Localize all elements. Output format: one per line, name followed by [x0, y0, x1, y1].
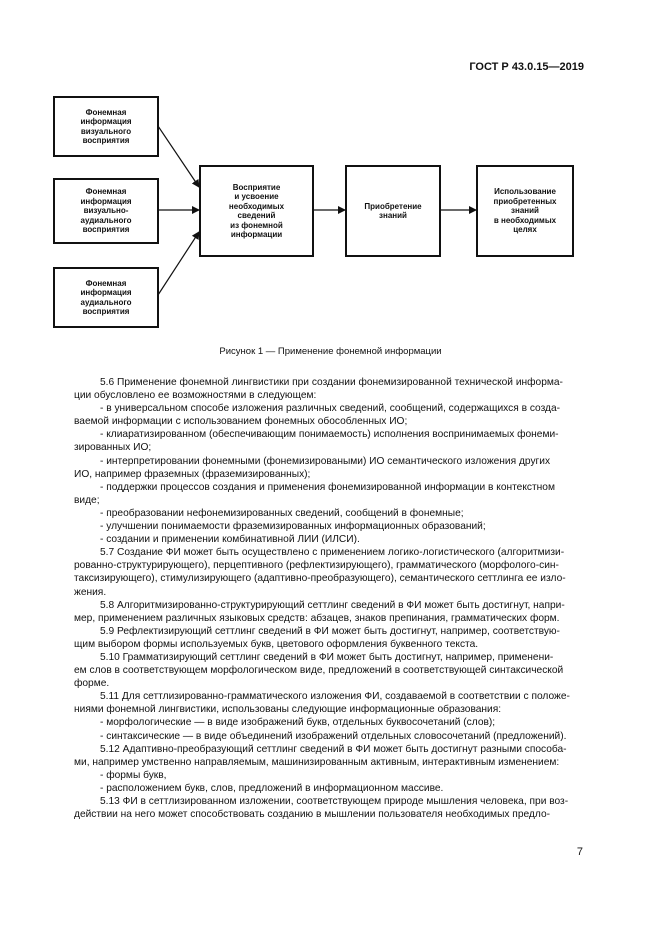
paragraph-line: - создании и применении комбинативной ЛИИ (ИЛСИ).: [100, 534, 360, 546]
paragraph-line: ИО, например фраземных (фраземизированных);: [74, 468, 311, 480]
paragraph-line: ниями фонемной лингвистики, использованы следующие информационные образования:: [74, 704, 502, 716]
paragraph-line: - синтаксические — в виде объединений изображений отдельных словосочетаний (предложений).: [100, 730, 567, 742]
box-auditory-perception-label: Фонемная информация аудиального восприятия: [80, 278, 132, 316]
paragraph-line: рованно-структурирующего), перцептивного (рефлектизирующего), грамматического (морфолого-син-: [74, 560, 559, 572]
paragraph-line: 5.11 Для сеттлизированно-грамматического изложения ФИ, создаваемой в соответствии с положе-: [100, 691, 570, 703]
box-knowledge-usage: [476, 165, 574, 257]
paragraph-line: - клиаратизированном (обеспечивающим понимаемость) исполнения воспринимаемых фонеми-: [100, 429, 559, 441]
box-visual-perception-label: Фонемная информация визуального восприятия: [80, 107, 132, 145]
paragraph-line: ми, например умственно направляемым, машинизированным активным, интерактивным изменением:: [74, 756, 560, 768]
page-number: 7: [576, 846, 583, 858]
paragraph-line: зированных ИО;: [74, 442, 152, 454]
box-perception-assimilation: [199, 165, 314, 257]
paragraph-line: мер, применением различных языковых средств: абзацев, знаков препинания, грамматических форм.: [74, 612, 560, 624]
paragraph-line: - поддержки процессов создания и применения фонемизированной информации в контекстном: [100, 481, 555, 493]
paragraph-line: - формы букв,: [100, 769, 167, 781]
box-knowledge-usage-label: Использование приобретенных знаний в необходимых целях: [493, 187, 557, 235]
box-visual-auditory-perception-label: Фонемная информация визуально- аудиального восприятия: [80, 187, 132, 235]
paragraph-line: 5.10 Грамматизирующий сеттлинг сведений в ФИ может быть достигнут, например, применени-: [100, 651, 554, 663]
document-header: ГОСТ Р 43.0.15—2019: [469, 61, 584, 73]
paragraph-line: 5.8 Алгоритмизированно-структурирующий сеттлинг сведений в ФИ может быть достигнут, напри-: [100, 599, 565, 611]
paragraph-line: - расположением букв, слов, предложений в информационном массиве.: [100, 782, 444, 794]
arrow-auditory-to-perception: [158, 232, 199, 295]
paragraph-line: - морфологические — в виде изображений букв, отдельных буквосочетаний (слов);: [100, 717, 496, 729]
paragraph-line: ции обусловлено ее возможностями в следующем:: [74, 390, 317, 402]
paragraph-line: ем слов в соответствующем морфологическом виде, предложений в соответствующей синтаксической: [74, 665, 564, 677]
paragraph-line: 5.12 Адаптивно-преобразующий сеттлинг сведений в ФИ может быть достигнут разными способа-: [100, 743, 567, 755]
paragraph-line: действии на него может способствовать созданию в мышлении пользователя необходимых предло-: [74, 809, 550, 821]
box-auditory-perception: [53, 267, 159, 328]
arrow-visual-to-perception: [158, 126, 199, 187]
paragraph-line: 5.6 Применение фонемной лингвистики при создании фонемизированной технической информа-: [100, 377, 563, 388]
paragraph-line: - интерпретировании фонемными (фонемизироваными) ИО семантического изложения других: [100, 455, 551, 467]
paragraph-line: жения.: [74, 586, 107, 598]
paragraph-line: 5.7 Создание ФИ может быть осуществлено с применением логико-логистического (алгоритмизи-: [100, 547, 565, 559]
box-knowledge-acquisition: [345, 165, 441, 257]
box-knowledge-acquisition-label: Приобретение знаний: [364, 201, 422, 220]
paragraph-line: 5.9 Рефлектизирующий сеттлинг сведений в ФИ может быть достигнут, например, соответствую-: [100, 625, 560, 637]
paragraph-line: - преобразовании нефонемизированных сведений, сообщений в фонемные;: [100, 507, 464, 519]
figure-caption: Рисунок 1 — Применение фонемной информации: [219, 346, 442, 357]
body-text: [74, 376, 582, 821]
paragraph-line: - в универсальном способе изложения различных сведений, сообщений, содержащихся в созда-: [100, 403, 561, 415]
paragraph-line: форме.: [74, 678, 110, 690]
box-visual-auditory-perception: [53, 178, 159, 244]
paragraph-line: виде;: [74, 494, 100, 506]
paragraph-line: ваемой информации с использованием фонемных обособленных ИО;: [74, 416, 408, 428]
box-perception-assimilation-label: Восприятие и усвоение необходимых сведений из фонемной информации: [228, 182, 285, 239]
paragraph-line: - улучшении понимаемости фраземизированных информационных образований;: [100, 521, 486, 533]
paragraph-line: 5.13 ФИ в сеттлизированном изложении, соответствующем природе мышления человека, при воз-: [100, 796, 569, 807]
box-visual-perception: [53, 96, 159, 157]
paragraph-line: щим выбором формы используемых букв, цветового оформления буквенного текста.: [74, 638, 479, 650]
paragraph-line: таксизирующего), стимулизирующего (адаптивно-преобразующего), семантического сеттлинга ее изло-: [74, 573, 566, 585]
